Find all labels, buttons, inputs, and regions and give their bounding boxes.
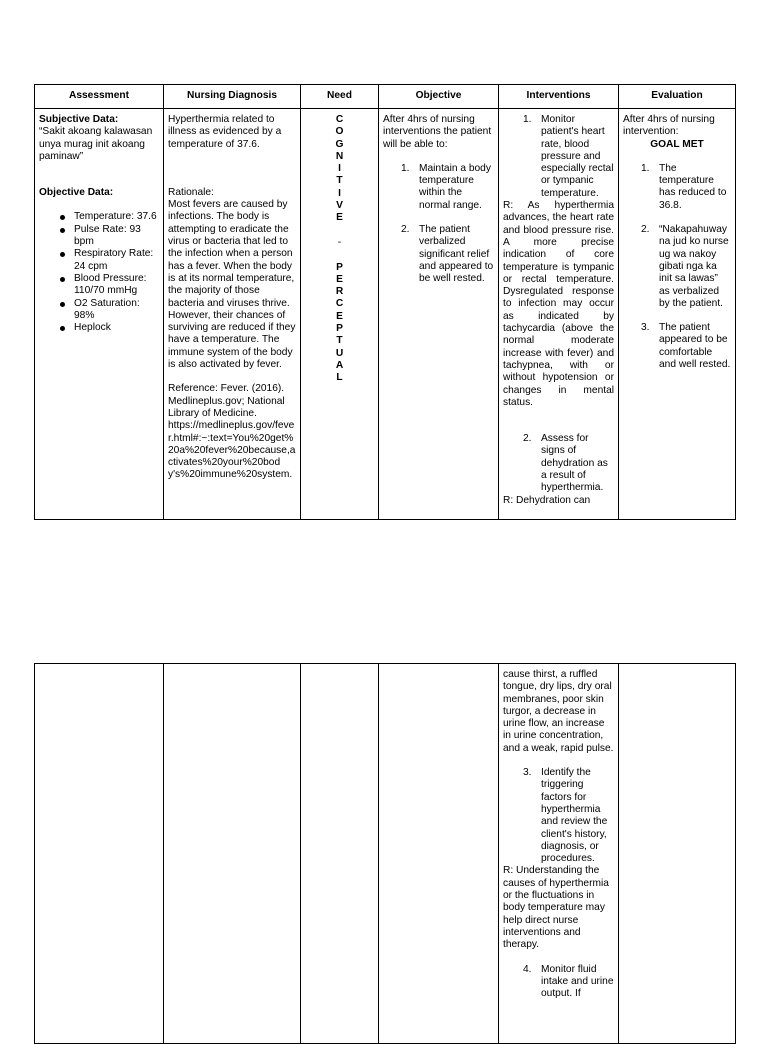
rationale-label: Rationale: xyxy=(168,186,214,198)
item-number: 1. xyxy=(401,162,410,174)
assessment-cell xyxy=(35,109,164,520)
need-letter: V xyxy=(336,200,343,212)
list-item: O2 Saturation: 98% xyxy=(74,298,159,323)
item-text: The patient verbalized significant relief and appeared to be well rested. xyxy=(419,224,494,285)
need-letter: P xyxy=(336,261,343,273)
need-letter: I xyxy=(338,163,341,175)
item-text: Monitor patient's heart rate, blood pressure and especially rectal or tympanic temperature. xyxy=(541,114,614,199)
list-item xyxy=(503,433,614,494)
interventions-list xyxy=(503,767,614,865)
care-plan-table-page-1 xyxy=(34,84,736,520)
content-row xyxy=(35,109,736,520)
need-letter: C xyxy=(335,298,344,310)
item-text: The temperature has reduced to 36.8. xyxy=(659,162,727,211)
list-item: Respiratory Rate: 24 cpm xyxy=(74,248,159,273)
interventions-list xyxy=(503,433,614,494)
reference-text: Reference: Fever. (2016). Medlineplus.gov; National Library of Medicine. xyxy=(168,383,285,419)
list-item: Heplock xyxy=(74,322,159,334)
list-item xyxy=(383,163,494,212)
need-letter: E xyxy=(336,310,343,322)
item-number: 1. xyxy=(523,114,532,125)
need-letter: L xyxy=(336,372,343,384)
need-letter: N xyxy=(335,150,344,162)
interventions-cell xyxy=(499,109,619,520)
need-letter: U xyxy=(335,347,344,359)
interventions-list xyxy=(503,114,614,200)
need-separator: - xyxy=(337,236,342,248)
diagnosis-cell xyxy=(164,109,301,520)
header-objective: Objective xyxy=(379,85,499,109)
list-item xyxy=(623,322,731,371)
item-number: 2. xyxy=(523,433,532,445)
item-number: 2. xyxy=(401,224,410,236)
list-item xyxy=(623,224,731,310)
item-text: The patient appeared to be comfortable and well rested. xyxy=(659,322,731,371)
item-number: 3. xyxy=(523,767,532,779)
diagnosis-cell xyxy=(164,664,301,1044)
list-item xyxy=(623,163,731,212)
evaluation-cell xyxy=(619,109,736,520)
need-letter: T xyxy=(336,175,343,187)
header-nursing-diagnosis: Nursing Diagnosis xyxy=(164,85,301,109)
item-number: 4. xyxy=(523,963,532,975)
need-letter: I xyxy=(338,187,341,199)
item-text: Assess for signs of dehydration as a result of hyperthermia. xyxy=(541,433,608,494)
list-item: Blood Pressure: 110/70 mmHg xyxy=(74,273,159,298)
list-item xyxy=(503,767,614,865)
need-letter: E xyxy=(336,273,343,285)
rationale-text: R: Understanding the causes of hyperthermia or the fluctuations in body temperature may help direct nurse interventions and therapy. xyxy=(503,865,609,951)
list-item: Temperature: 37.6 xyxy=(74,211,159,223)
diagnosis-statement: Hyperthermia related to illness as evidenced by a temperature of 37.6. xyxy=(168,114,282,150)
item-number: 2. xyxy=(641,224,650,236)
evaluation-list xyxy=(623,163,731,371)
need-letter: E xyxy=(336,212,343,224)
list-item xyxy=(503,964,614,1001)
objective-list xyxy=(383,163,494,286)
need-letter: G xyxy=(335,138,344,150)
list-item xyxy=(503,114,614,200)
item-text: Identify the triggering factors for hyperthermia and review the client's history, diagnosis, or procedures. xyxy=(541,767,608,865)
need-letter: A xyxy=(335,359,344,371)
assessment-cell xyxy=(35,664,164,1044)
objective-cell xyxy=(379,109,499,520)
rationale-text: Most fevers are caused by infections. The body is attempting to eradicate the virus or bacteria that led to the infection when a person has a fever. When the body is at its normal temperature, the majority of those bacteria and viruses thrive. However, their chances of surviving are reduced if they have a temperature. The immune system of the body is also activated by fever. xyxy=(168,199,296,371)
interventions-list xyxy=(503,964,614,1001)
need-letter: O xyxy=(335,126,344,138)
need-cell xyxy=(301,109,379,520)
need-letter: R xyxy=(335,286,344,298)
header-evaluation: Evaluation xyxy=(619,85,736,109)
list-item xyxy=(383,224,494,285)
item-number: 3. xyxy=(641,322,650,334)
continuation-row xyxy=(35,664,736,1044)
header-assessment: Assessment xyxy=(35,85,164,109)
item-text: Maintain a body temperature within the normal range. xyxy=(419,162,491,211)
header-row xyxy=(35,85,736,109)
objective-data-list xyxy=(39,211,159,334)
rationale-text: cause thirst, a ruffled tongue, dry lips, dry oral membranes, poor skin turgor, a decrease in urine flow, an increase in urine concentration, and a weak, rapid pulse. xyxy=(503,669,614,754)
list-item: Pulse Rate: 93 bpm xyxy=(74,224,159,249)
evaluation-cell xyxy=(619,664,736,1044)
rationale-text: R: Dehydration can xyxy=(503,494,591,506)
item-number: 1. xyxy=(641,162,650,174)
header-need: Need xyxy=(301,85,379,109)
goal-status: GOAL MET xyxy=(650,138,704,150)
need-letter: C xyxy=(335,114,344,125)
need-letter: T xyxy=(336,335,343,347)
objective-intro: After 4hrs of nursing interventions the patient will be able to: xyxy=(383,114,492,150)
subjective-label: Subjective Data: xyxy=(39,114,119,125)
care-plan-table-page-2 xyxy=(34,663,736,1044)
header-interventions: Interventions xyxy=(499,85,619,109)
evaluation-intro: After 4hrs of nursing intervention: xyxy=(623,114,715,138)
rationale-text: R: As hyperthermia advances, the heart rate and blood pressure rise. A more precise indication of core temperature is tympanic or rectal temperature. Dysregulated response to infection may occur as indicated by tachycardia (above the normal moderate increase with fever) and tachypnea, with or without hypotension or changes in mental status. xyxy=(503,200,614,408)
item-text: “Nakapahuway na jud ko nurse ug wa nakoy gibati nga ka init sa lawas” as verbalized by the patient. xyxy=(659,224,729,309)
subjective-text: “Sakit akoang kalawasan unya murag init akoang paminaw” xyxy=(39,126,153,162)
objective-label: Objective Data: xyxy=(39,187,114,199)
interventions-cell xyxy=(499,664,619,1044)
reference-url: https://medlineplus.gov/fever.html#:~:text=You%20get%20a%20fever%20because,activates%20your%20body's%20immune%20system. xyxy=(168,420,296,481)
objective-cell xyxy=(379,664,499,1044)
item-text: Monitor fluid intake and urine output. If xyxy=(541,963,614,1000)
need-cell xyxy=(301,664,379,1044)
need-letter: P xyxy=(336,323,343,335)
